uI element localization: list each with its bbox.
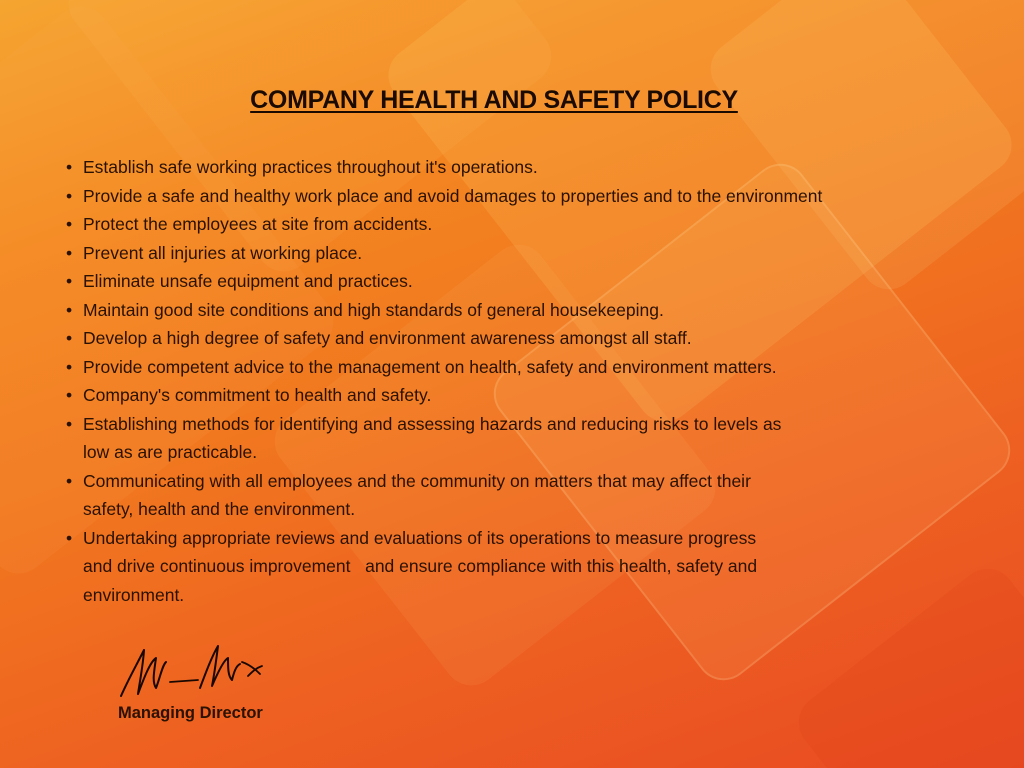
policy-item-continuation: environment. [83,584,185,605]
policy-item [66,239,966,268]
signature [116,638,266,700]
policy-item-text: Maintain good site conditions and high standards of general housekeeping. [83,299,664,320]
policy-item [66,153,966,182]
page-title: COMPANY HEALTH AND SAFETY POLICY [250,86,738,114]
policy-item-text: Company's commitment to health and safety. [83,385,432,405]
policy-item [66,324,966,353]
policy-item [66,182,966,211]
policy-item [66,381,966,410]
policy-item-continuation: safety, health and the environment. [83,499,356,519]
policy-item [66,467,966,524]
policy-item [66,410,966,467]
policy-item-text: Develop a high degree of safety and environment awareness amongst all staff. [83,328,692,348]
policy-item [66,353,966,382]
policy-item-text: Communicating with all employees and the community on matters that may affect their [83,470,751,491]
policy-item-text: Provide competent advice to the management on health, safety and environment matters. [83,356,777,377]
policy-item-continuation: and drive continuous improvement and ensure compliance with this health, safety and [83,556,758,576]
policy-item-continuation: low as are practicable. [83,442,258,462]
policy-item-text: Protect the employees at site from accidents. [83,214,433,234]
policy-list [66,153,966,609]
policy-item [66,267,966,296]
policy-item-text: Provide a safe and healthy work place and avoid damages to properties and to the environment [83,185,823,206]
policy-item [66,524,966,610]
policy-item-text: Establishing methods for identifying and assessing hazards and reducing risks to levels as [83,413,782,434]
signatory-title: Managing Director [118,704,263,722]
policy-item-text: Undertaking appropriate reviews and evaluations of its operations to measure progress [83,527,757,548]
policy-item [66,210,966,239]
policy-item-text: Establish safe working practices throughout it's operations. [83,157,538,177]
policy-item-text: Eliminate unsafe equipment and practices. [83,271,413,291]
policy-item [66,296,966,325]
policy-item-text: Prevent all injuries at working place. [83,242,363,263]
